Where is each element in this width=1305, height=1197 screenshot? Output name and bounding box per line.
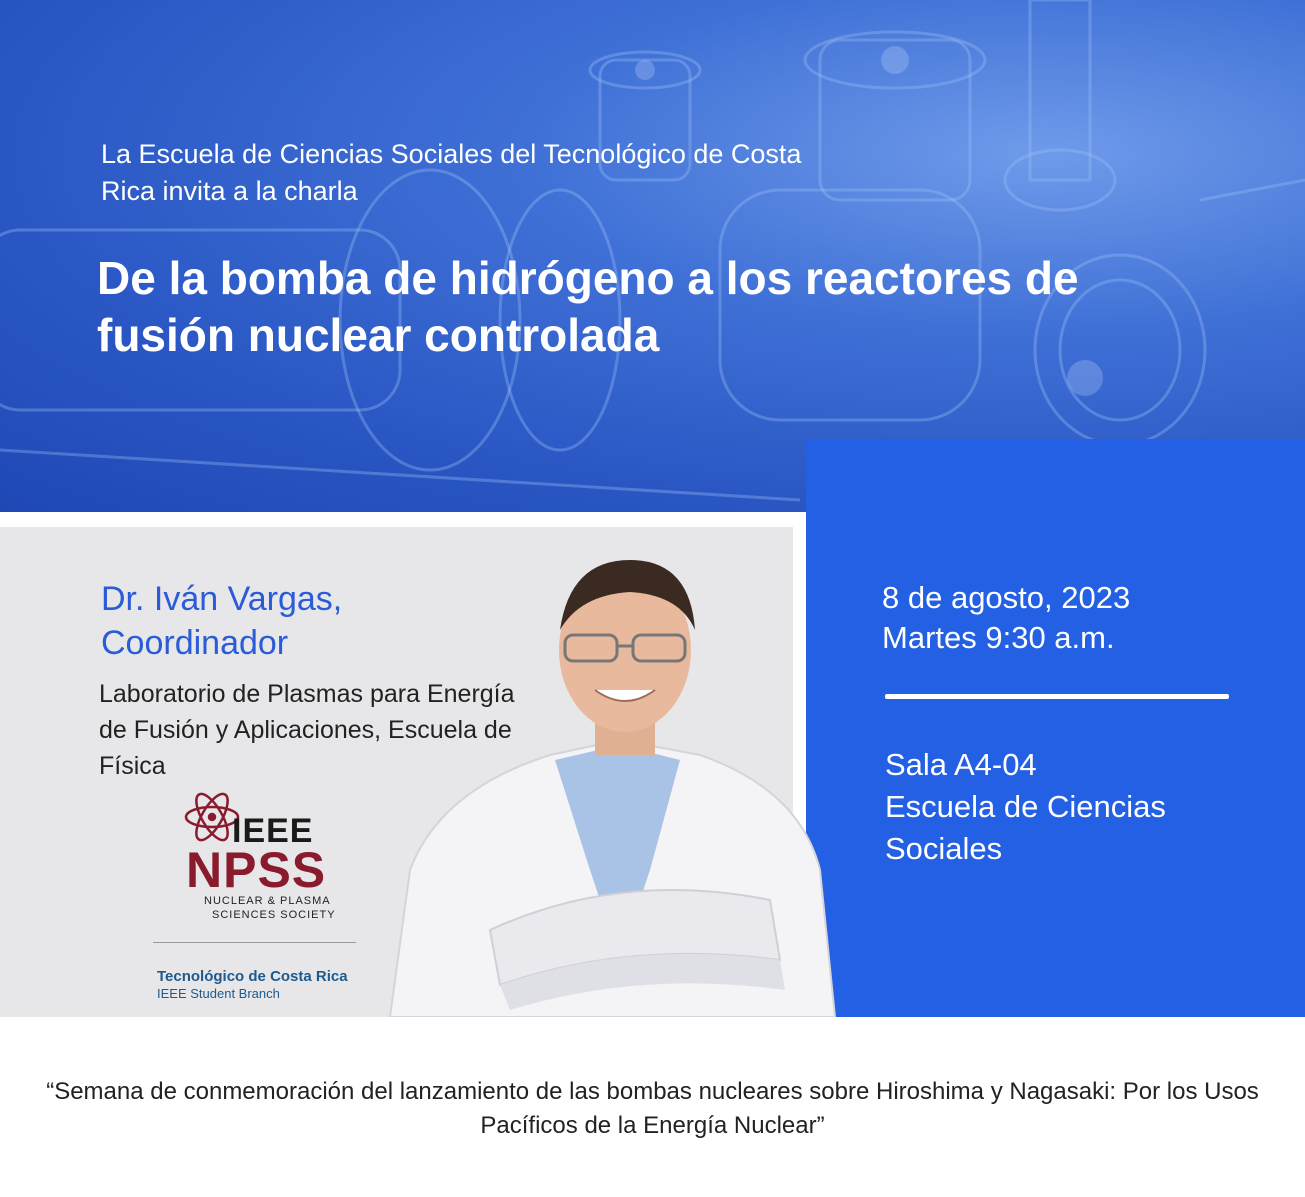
invitation-text: La Escuela de Ciencias Sociales del Tecnológico de Costa Rica invita a la charla xyxy=(101,139,802,206)
hero-banner xyxy=(0,0,1305,512)
event-venue xyxy=(885,744,1265,870)
event-room: Sala A4-04 xyxy=(885,747,1037,782)
speaker-name: Dr. Iván Vargas, Coordinador xyxy=(101,580,343,662)
info-divider xyxy=(885,694,1229,699)
logo-divider xyxy=(153,942,356,943)
event-date-time xyxy=(882,578,1130,658)
event-time: Martes 9:30 a.m. xyxy=(882,620,1115,655)
society-name-line2: SCIENCES SOCIETY xyxy=(212,909,336,921)
event-info-panel xyxy=(806,439,1305,1017)
speaker-affiliation: Laboratorio de Plasmas para Energía de Fusión y Aplicaciones, Escuela de Física xyxy=(99,680,515,780)
institution-name: Tecnológico de Costa Rica xyxy=(157,968,348,985)
speaker-photo xyxy=(380,540,840,1017)
society-name-line1: NUCLEAR & PLASMA xyxy=(204,895,331,907)
student-branch: IEEE Student Branch xyxy=(157,986,280,1001)
talk-title: De la bomba de hidrógeno a los reactores de fusión nuclear controlada xyxy=(97,252,1079,361)
commemoration-caption: “Semana de conmemoración del lanzamiento de las bombas nucleares sobre Hiroshima y Nagasaki: Por los Usos Pacíficos de la Energía Nuclear” xyxy=(46,1078,1259,1139)
npss-wordmark: NPSS xyxy=(186,842,327,898)
event-school: Escuela de Ciencias Sociales xyxy=(885,789,1166,866)
event-date: 8 de agosto, 2023 xyxy=(882,580,1131,615)
ieee-wordmark: IEEE xyxy=(232,812,314,850)
